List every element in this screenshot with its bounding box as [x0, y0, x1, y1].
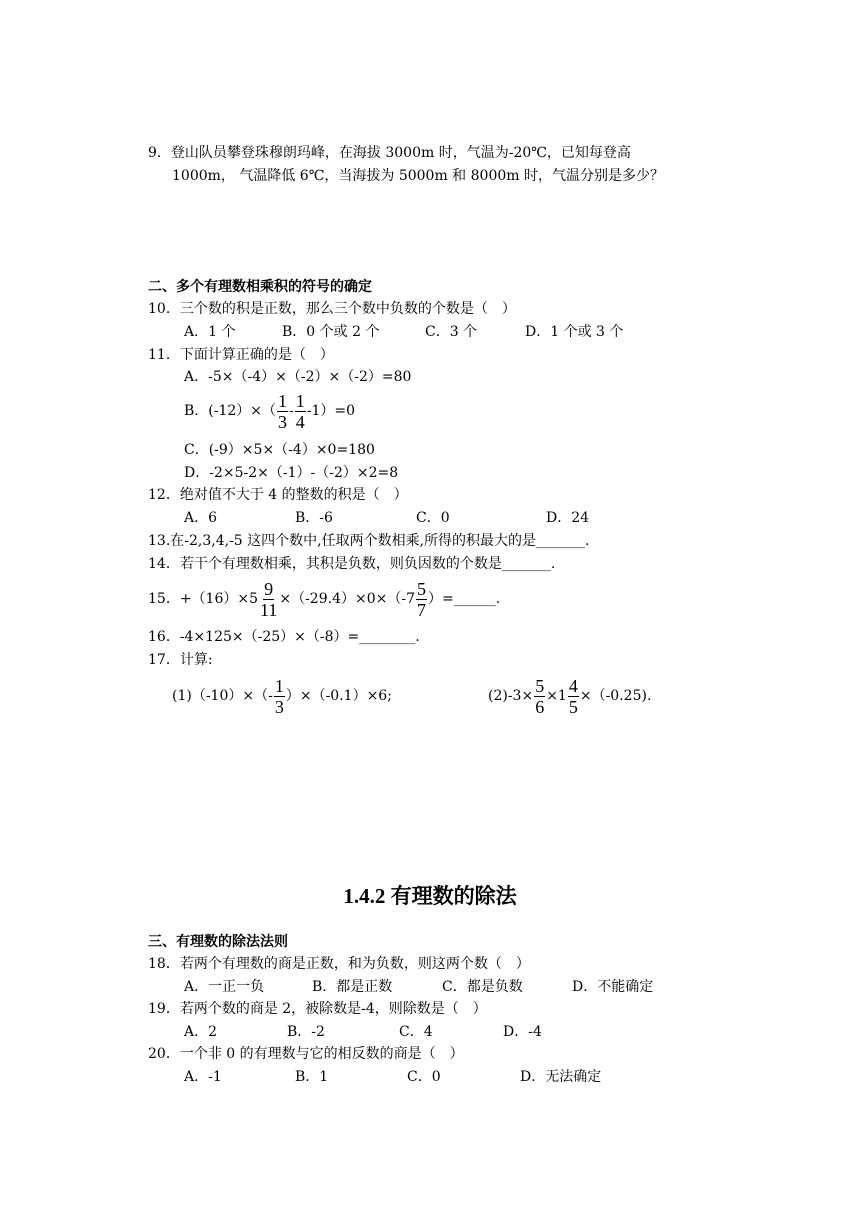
- question-20-options: [184, 1067, 601, 1087]
- question-10-stem: 10．三个数的积是正数，那么三个数中负数的个数是（ ）: [148, 301, 516, 317]
- option-a: A．6: [184, 510, 218, 526]
- question-11-stem: 11．下面计算正确的是（ ）: [148, 347, 334, 363]
- expr-text: ×（-0.25).: [579, 688, 652, 704]
- chapter-heading: 1.4.2 有理数的除法: [343, 884, 517, 908]
- expr-text: -: [289, 403, 294, 419]
- numerator: 1: [278, 390, 288, 411]
- expr-text: (1)（-10）×（-: [172, 688, 273, 704]
- numerator: 4: [568, 675, 578, 696]
- section-title: 二、多个有理数相乘积的符号的确定: [148, 279, 372, 295]
- fraction: [259, 579, 278, 620]
- option-c: C．0: [407, 1069, 441, 1085]
- expr-text: (2)-3×: [488, 688, 534, 704]
- numerator: 5: [535, 675, 545, 696]
- option-b: B．-6: [295, 510, 333, 526]
- expr-text: -1）=0: [306, 403, 356, 419]
- fraction: [274, 676, 285, 717]
- option-d: D．不能确定: [572, 979, 654, 995]
- option-b: B．-2: [287, 1024, 325, 1040]
- question-19-options: [184, 1022, 542, 1042]
- question-11-option-b: [184, 390, 355, 432]
- denominator: 6: [535, 696, 545, 717]
- question-13-stem: 13.在-2,3,4,-5 这四个数中,任取两个数相乘,所得的积最大的是_______.: [148, 533, 590, 549]
- question-16-stem: 16．-4×125×（-25）×（-8）=________.: [148, 629, 420, 645]
- denominator: 5: [568, 696, 578, 717]
- denominator: 4: [295, 411, 305, 432]
- question-12-stem: 12．绝对值不大于 4 的整数的积是（ ）: [148, 487, 408, 503]
- question-11-option-a: A．-5×（-4）×（-2）×（-2）=80: [184, 369, 412, 385]
- numerator: 1: [295, 390, 305, 411]
- numerator: 5: [416, 578, 426, 599]
- option-c: C．0: [416, 510, 450, 526]
- denominator: 11: [260, 599, 278, 620]
- section-title: 三、有理数的除法法则: [148, 934, 288, 950]
- question-14-stem: 14．若干个有理数相乘，其积是负数，则负因数的个数是_______.: [148, 556, 556, 572]
- question-18-options: [184, 977, 653, 997]
- expr-text: 15．+（16）×5: [148, 591, 258, 607]
- question-20-stem: 20．一个非 0 的有理数与它的相反数的商是（ ）: [148, 1046, 464, 1062]
- question-12-options: [184, 508, 589, 528]
- option-d: D．-4: [503, 1024, 542, 1040]
- option-c: C．3 个: [425, 324, 478, 340]
- expr-text: ）×（-0.1）×6;: [285, 688, 392, 704]
- option-d: D．无法确定: [520, 1069, 602, 1085]
- option-a: A．-1: [184, 1069, 222, 1085]
- option-d: D．24: [546, 510, 590, 526]
- option-b: B．0 个或 2 个: [282, 324, 380, 340]
- option-c: C．4: [399, 1024, 433, 1040]
- numerator: 1: [274, 675, 284, 696]
- question-15-expression: [148, 578, 500, 620]
- fraction: [277, 391, 288, 432]
- question-17-part-2: [488, 675, 651, 717]
- option-a: A．2: [184, 1024, 218, 1040]
- option-c: C．都是负数: [442, 979, 523, 995]
- question-9-line-1: 9．登山队员攀登珠穆朗玛峰，在海拔 3000m 时，气温为-20℃，已知每登高: [148, 145, 631, 161]
- numerator: 9: [264, 578, 274, 599]
- option-d: D．1 个或 3 个: [525, 324, 624, 340]
- question-18-stem: 18．若两个有理数的商是正数，和为负数，则这两个数（ ）: [148, 956, 530, 972]
- expr-text: ）=______.: [427, 591, 501, 607]
- question-17-part-1: [172, 675, 392, 717]
- option-b: B．1: [295, 1069, 329, 1085]
- expr-text: B．(-12）×（: [184, 403, 277, 419]
- fraction: [295, 391, 306, 432]
- question-9-line-2: 1000m， 气温降低 6℃，当海拔为 5000m 和 8000m 时，气温分别是多少？: [172, 168, 664, 184]
- option-a: A．1 个: [184, 324, 236, 340]
- expr-text: ×1: [546, 688, 567, 704]
- question-19-stem: 19．若两个数的商是 2，被除数是-4，则除数是（ ）: [148, 1001, 487, 1017]
- expr-text: ×（-29.4）×0×（-7: [279, 591, 415, 607]
- denominator: 7: [416, 599, 426, 620]
- question-11-option-d: D．-2×5-2×（-1）-（-2）×2=8: [184, 465, 399, 481]
- denominator: 3: [274, 696, 284, 717]
- option-a: A．一正一负: [184, 979, 265, 995]
- question-17-stem: 17．计算:: [148, 652, 213, 668]
- fraction: [568, 676, 579, 717]
- option-b: B．都是正数: [312, 979, 393, 995]
- question-10-options: [184, 322, 623, 342]
- fraction: [534, 676, 545, 717]
- fraction: [416, 579, 427, 620]
- question-11-option-c: C．(-9）×5×（-4）×0=180: [184, 442, 375, 458]
- denominator: 3: [278, 411, 288, 432]
